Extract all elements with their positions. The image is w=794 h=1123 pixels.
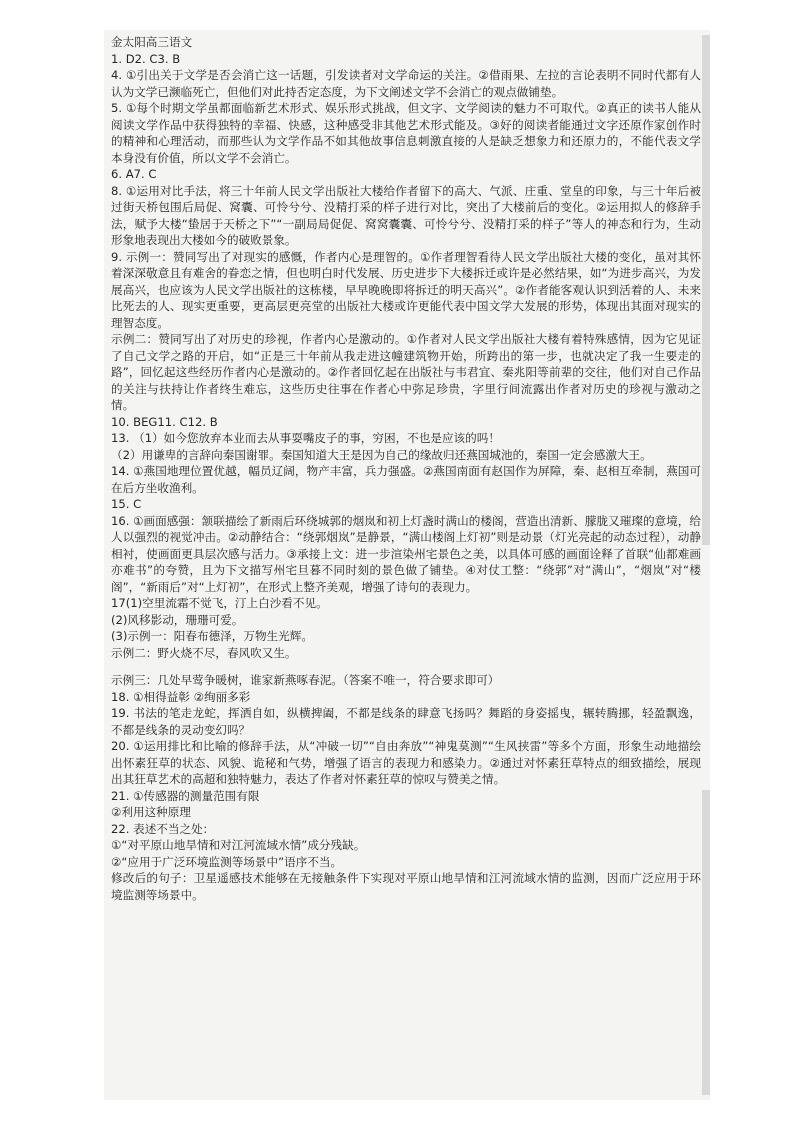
answer-line: 6. A7. C bbox=[111, 167, 157, 181]
answer-line: ②利用这种原理 bbox=[111, 805, 191, 819]
answer-line: 修改后的句子：卫星遥感技术能够在无接触条件下实现对平原山地旱情和江河流域水情的监测，因而广泛应用于环境监测等场景中。 bbox=[111, 871, 701, 902]
answer-line: 19. 书法的笔走龙蛇，挥洒自如，纵横捭阖，不都是线条的肆意飞扬吗？舞蹈的身姿摇曳，辗转腾挪，轻盈飘逸，不都是线条的灵动变幻吗？ bbox=[111, 706, 701, 737]
answer-line: 示例三：几处早莺争暖树，谁家新燕啄春泥。（答案不唯一，符合要求即可） bbox=[111, 673, 500, 687]
answer-text bbox=[111, 34, 701, 903]
answer-line: 8. ①运用对比手法，将三十年前人民文学出版社大楼给作者留下的高大、气派、庄重、堂皇的印象，与三十年后被过街天桥包围后局促、窝囊、可怜兮兮、没精打采的样子进行对比，突出了大楼前后的变化。②运用拟人的修辞手法，赋予大楼“蛰居于天桥之下”“一副局局促促、窝窝囊囊、可怜兮兮、没精打采的样子”等人的神态和行为，生动形象地表现出大楼如今的破败景象。 bbox=[111, 183, 701, 247]
doc-title: 金太阳高三语文 bbox=[111, 35, 193, 49]
answer-line: 20. ①运用排比和比喻的修辞手法，从“冲破一切”“自由奔放”“神鬼莫测”“生风挟雷”等多个方面，形象生动地描绘出怀素狂草的状态、风貌、诡秘和气势，增强了语言的表现力和感染力。②通过对怀素狂草特点的细致描绘，展现出其狂草艺术的高超和独特魅力，表达了作者对怀素狂草的惊叹与赞美之情。 bbox=[111, 739, 701, 786]
answer-line: 1. D2. C3. B bbox=[111, 51, 181, 66]
answer-line: （2）用谦卑的言辞向秦国谢罪。秦国知道大王是因为自己的缘故归还燕国城池的，秦国一定会感激大王。 bbox=[111, 447, 652, 462]
answer-line: (2)风移影动，珊珊可爱。 bbox=[111, 612, 244, 627]
answer-line: (3)示例一：阳春布德泽，万物生光辉。 bbox=[111, 629, 313, 643]
answer-line: ②“应用于广泛环境监测等场景中”语序不当。 bbox=[111, 854, 343, 869]
answer-line: 14. ①燕国地理位置优越，幅员辽阔，物产丰富，兵力强盛。②燕国南面有赵国作为屏障，秦、赵相互牵制，燕国可在后方坐收渔利。 bbox=[111, 464, 701, 495]
answer-line: 22. 表述不当之处： bbox=[111, 821, 215, 836]
answer-line: 示例二：赞同写出了对历史的珍视，作者内心是激动的。①作者对人民文学出版社大楼有着特殊感情，因为它见证了自己文学之路的开启，如“正是三十年前从我走进这幢建筑物开始，所跨出的第一步，也就决定了我一生要走的路”，回忆起这些经历作者内心是激动的。②作者回忆起在出版社与韦君宜、秦兆阳等前辈的交往，他们对自己作品的关注与扶持让作者终生难忘，这些历史往事在作者心中弥足珍贵，字里行间流露出作者对历史的珍视与激动之情。 bbox=[111, 332, 701, 412]
answer-line: 16. ①画面感强：颔联描绘了新雨后环绕城郭的烟岚和初上灯盏时满山的楼阁，营造出清新、朦胧又璀璨的意境，给人以强烈的视觉冲击。②动静结合：“绕郭烟岚”是静景，“满山楼阁上灯初”则是动景（灯光亮起的动态过程），动静相衬，使画面更具层次感与活力。③承接上文：进一步渲染州宅景色之美，以具体可感的画面诠释了首联“仙都难画亦难书”的夸赞，且为下文描写州宅旦暮不同时刻的景色做了铺垫。④对仗工整：“绕郭”对“满山”，“烟岚”对“楼阁”，“新雨后”对“上灯初”，在形式上整齐美观，增强了诗句的表现力。 bbox=[111, 513, 701, 594]
scrollbar-top[interactable] bbox=[702, 35, 710, 545]
answer-line: 15. C bbox=[111, 497, 142, 511]
answer-line: 21. ①传感器的测量范围有限 bbox=[111, 788, 260, 803]
answer-line: 13. （1）如今您放弃本业而去从事耍嘴皮子的事，穷困，不也是应该的吗！ bbox=[111, 431, 500, 445]
answer-line: 17(1)空里流霜不觉飞，汀上白沙看不见。 bbox=[111, 596, 328, 610]
answer-line: 9. 示例一：赞同写出了对现实的感慨，作者内心是理智的。①作者理智看待人民文学出版社大楼的变化，虽对其怀着深深敬意且有难舍的眷恋之情，但也明白时代发展、历史进步下大楼拆迁或许是必然结果，如“为进步高兴，为发展高兴，也应该为人民文学出版社的这栋楼，早早晚晚即将拆迁的明天高兴”。②作者能客观认识到活着的人、未来比死去的人、现实更重要，更高层更亮堂的出版社大楼或许更能代表中国文学大发展的形势，体现出其面对现实的理智态度。 bbox=[111, 249, 701, 330]
answer-line: 示例二：野火烧不尽，春风吹又生。 bbox=[111, 645, 297, 660]
answer-line: 4. ①引出关于文学是否会消亡这一话题，引发读者对文学命运的关注。②借雨果、左拉的言论表明不同时代都有人认为文学已濒临死亡，但他们对此持否定态度，为下文阐述文学不会消亡的观点做铺垫。 bbox=[111, 68, 701, 99]
answer-line: 5. ①每个时期文学虽都面临新艺术形式、娱乐形式挑战，但文字、文学阅读的魅力不可取代。②真正的读书人能从阅读文学作品中获得独特的幸福、快感，这种感受非其他艺术形式能及。③好的阅读者能通过文字还原作家创作时的精神和心理活动，而那些认为文学作品不如其他故事信息刺激直接的人是缺乏想象力和还原力的，不能代表文学本身没有价值，所以文学不会消亡。 bbox=[111, 101, 701, 165]
answer-line: ①“对平原山地旱情和对江河流域水情”成分残缺。 bbox=[111, 838, 366, 852]
answer-line: 18. ①相得益彰 ②绚丽多彩 bbox=[111, 689, 251, 704]
scrollbar-bottom[interactable] bbox=[702, 790, 710, 1095]
answer-line: 10. BEG11. C12. B bbox=[111, 414, 218, 429]
document-photo bbox=[104, 30, 710, 1100]
